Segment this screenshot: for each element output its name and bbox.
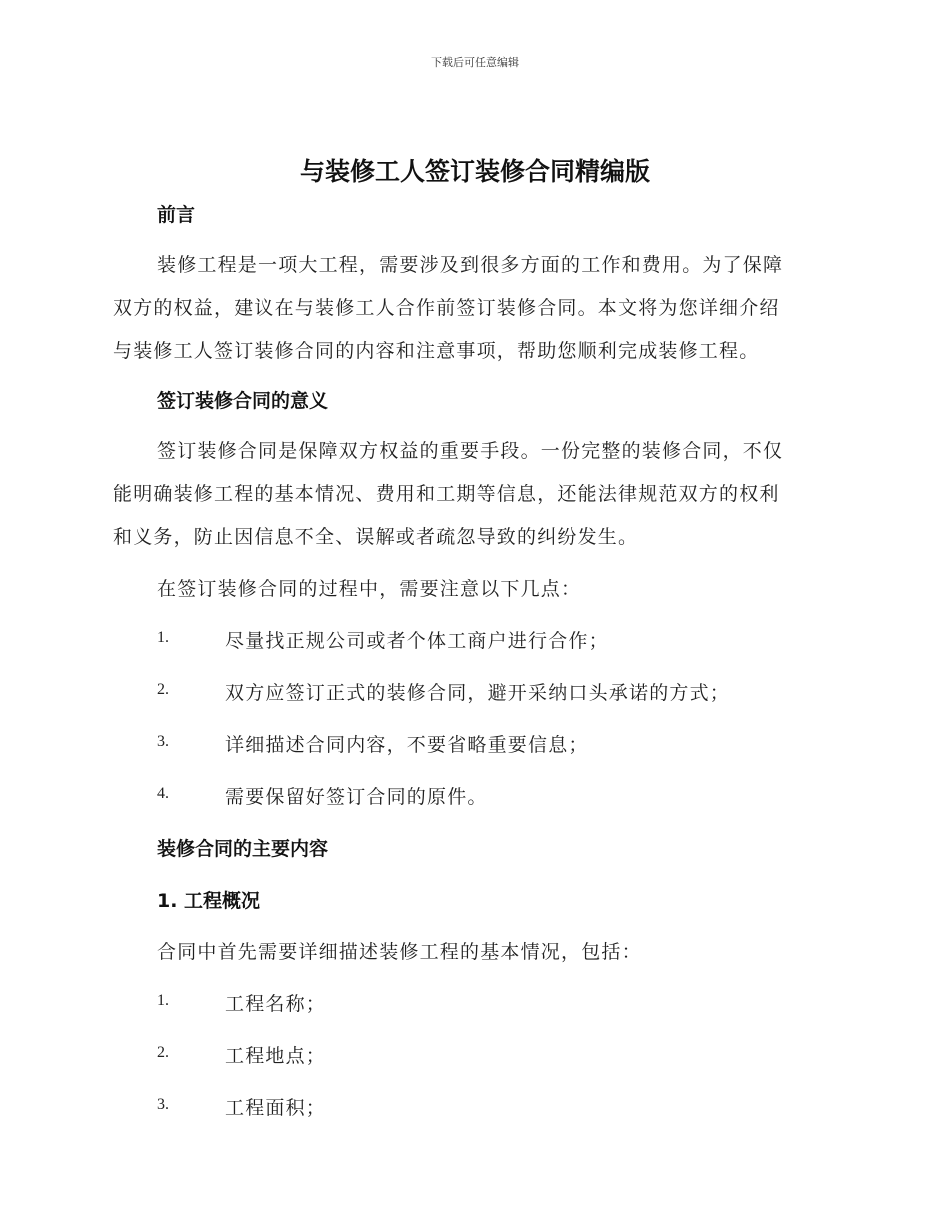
list-item-number: 1. <box>157 629 169 646</box>
list-item-text: 工程地点； <box>225 1045 327 1067</box>
preface-line-3: 与装修工人签订装修合同的内容和注意事项，帮助您顺利完成装修工程。 <box>113 340 760 362</box>
meaning-line-2: 能明确装修工程的基本情况、费用和工期等信息，还能法律规范双方的权利 <box>113 483 780 505</box>
list-item-number: 3. <box>157 733 169 750</box>
list-item-text: 需要保留好签订合同的原件。 <box>225 786 488 808</box>
meaning-line-3: 和义务，防止因信息不全、误解或者疏忽导致的纠纷发生。 <box>113 526 639 548</box>
preface-line-1: 装修工程是一项大工程，需要涉及到很多方面的工作和费用。为了保障 <box>157 254 784 276</box>
list-item-text: 详细描述合同内容，不要省略重要信息； <box>225 734 589 756</box>
list-item-text: 双方应签订正式的装修合同，避开采纳口头承诺的方式； <box>225 682 731 704</box>
list-item-number: 4. <box>157 785 169 802</box>
list-item-text: 尽量找正规公司或者个体工商户进行合作； <box>225 630 609 652</box>
header-note: 下载后可任意编辑 <box>431 56 519 69</box>
preface-line-2: 双方的权益，建议在与装修工人合作前签订装修合同。本文将为您详细介绍 <box>113 297 780 319</box>
list-item-text: 工程面积； <box>225 1097 327 1119</box>
list-item-number: 3. <box>157 1096 169 1113</box>
list-item-number: 2. <box>157 1044 169 1061</box>
preface-heading: 前言 <box>157 204 196 226</box>
content-heading: 装修合同的主要内容 <box>157 838 329 860</box>
list-item-number: 2. <box>157 681 169 698</box>
document-title: 与装修工人签订装修合同精编版 <box>299 157 650 186</box>
list-item-number: 1. <box>157 992 169 1009</box>
meaning-line-1: 签订装修合同是保障双方权益的重要手段。一份完整的装修合同，不仅 <box>157 440 784 462</box>
meaning-intro: 在签订装修合同的过程中，需要注意以下几点： <box>157 578 582 600</box>
meaning-heading: 签订装修合同的意义 <box>157 390 329 412</box>
list-item-text: 工程名称； <box>225 993 327 1015</box>
content-intro: 合同中首先需要详细描述装修工程的基本情况，包括： <box>157 941 642 963</box>
content-subheading: 1. 工程概况 <box>157 890 261 912</box>
